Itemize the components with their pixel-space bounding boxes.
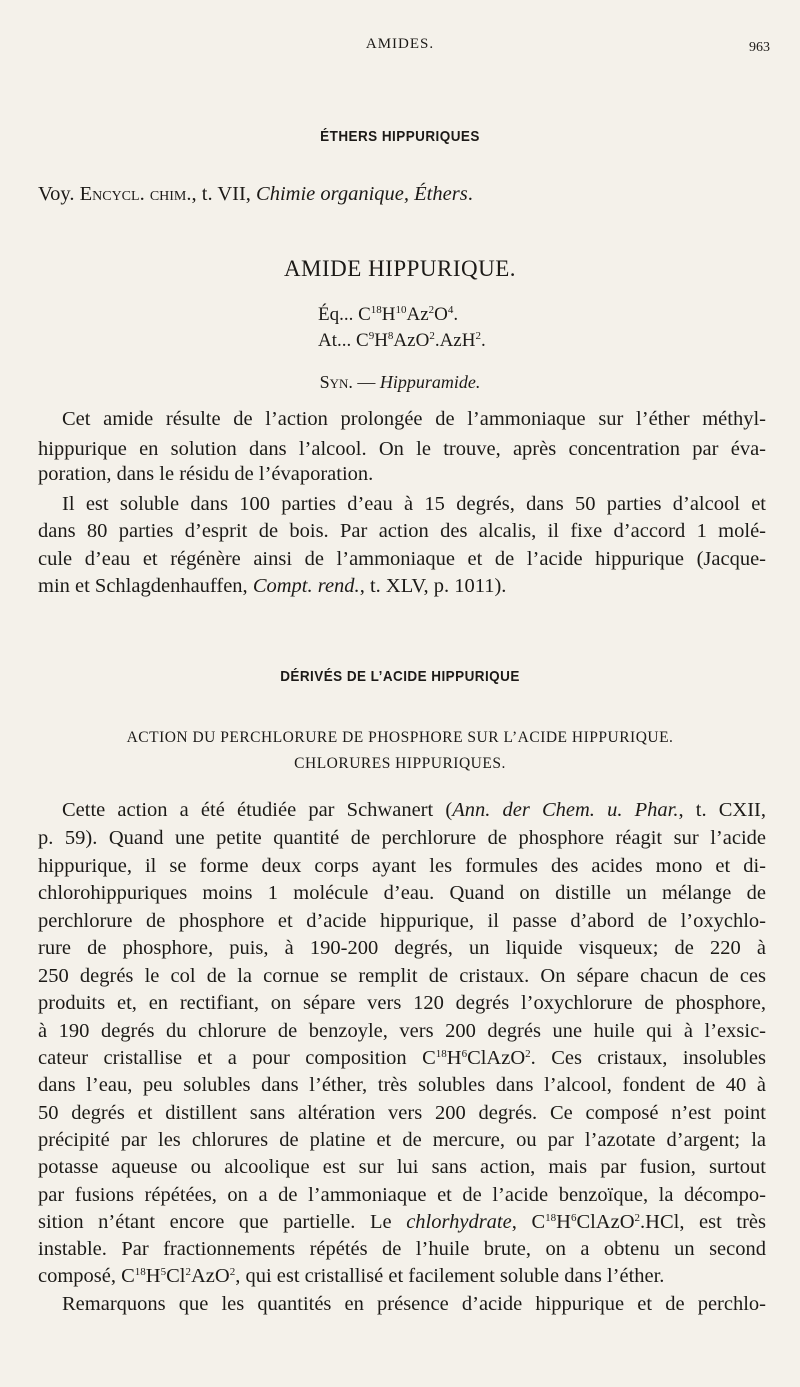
paragraph-3-line: instable. Par fractionnements répétés de l’huile brute, on a obtenu un second xyxy=(38,1238,766,1260)
paragraph-3-line: produits et, en rectifiant, on sépare vers 120 degrés l’oxychlorure de phosphore, xyxy=(38,992,766,1014)
page-number: 963 xyxy=(749,40,770,55)
paragraph-3-line: hippurique, il se forme deux corps ayant les formules des acides mono et di- xyxy=(38,855,766,877)
paragraph-2-line: cule d’eau et régénère ainsi de l’ammoniaque et de l’acide hippurique (Jacque- xyxy=(38,548,766,570)
paragraph-1-line: Cet amide résulte de l’action prolongée de l’ammoniaque sur l’éther méthyl- xyxy=(62,408,766,430)
paragraph-3-line: cateur cristallise et a pour composition $C^{18}H^6ClAzO^2$. Ces cristaux, insolubles xyxy=(38,1047,766,1069)
paragraph-3-line: 50 degrés et distillent sans altération vers 200 degrés. Ce composé n’est point xyxy=(38,1102,766,1124)
synonym-line: Syn. — Hippuramide. xyxy=(319,372,481,392)
paragraph-2-line: min et Schlagdenhauffen, Compt. rend., t. XLV, p. 1011). xyxy=(38,575,507,597)
paragraph-3-line: par fusions répétées, on a de l’ammoniaque et de l’acide benzoïque, la décompo- xyxy=(38,1184,766,1206)
paragraph-3-line: sition n’étant encore que partielle. Le chlorhydrate, $C^{18}H^6ClAzO^2.HCl$, est très xyxy=(38,1211,767,1233)
running-head xyxy=(0,36,800,60)
subheading-action: ACTION DU PERCHLORURE DE PHOSPHORE SUR L’ACIDE HIPPURIQUE. xyxy=(126,729,674,746)
section-heading-derives: DÉRIVÉS DE L’ACIDE HIPPURIQUE xyxy=(280,668,520,685)
paragraph-3-line: perchlorure de phosphore et d’acide hippurique, il passe d’abord de l’oxychlo- xyxy=(38,910,766,932)
subheading-chlorures: CHLORURES HIPPURIQUES. xyxy=(294,755,506,772)
paragraph-3-line: p. 59). Quand une petite quantité de perchlorure de phosphore réagit sur l’acide xyxy=(38,827,766,849)
section-title-amide: AMIDE HIPPURIQUE. xyxy=(283,256,517,281)
paragraph-3-line: à 190 degrés du chlorure de benzoyle, vers 200 degrés une huile qui à l’exsic- xyxy=(38,1020,766,1042)
paragraph-3-line: précipité par les chlorures de platine et de mercure, ou par l’azotate d’argent; la xyxy=(38,1129,766,1151)
paragraph-3-line: chlorohippuriques moins 1 molécule d’eau. Quand on distille un mélange de xyxy=(38,882,766,904)
paragraph-3-line: 250 degrés le col de la cornue se remplit de cristaux. On sépare chacun de ces xyxy=(38,965,766,987)
paragraph-3-line: Cette action a été étudiée par Schwanert (Ann. der Chem. u. Phar., t. CXII, xyxy=(62,799,767,821)
section-heading-ethers: ÉTHERS HIPPURIQUES xyxy=(320,128,480,145)
paragraph-3-line: rure de phosphore, puis, à 190-200 degrés, un liquide visqueux; de 220 à xyxy=(38,937,766,959)
paragraph-1-line: hippurique en solution dans l’alcool. On le trouve, après concentration par éva- xyxy=(38,438,766,460)
paragraph-2-line: dans 80 parties d’esprit de bois. Par action des alcalis, il fixe d’accord 1 molé- xyxy=(38,520,766,542)
formula-atomic: At... $C^9H^8AzO^2.AzH^2$. xyxy=(318,330,486,351)
paragraph-4-line: Remarquons que les quantités en présence d’acide hippurique et de perchlo- xyxy=(62,1293,766,1315)
running-head-title: AMIDES. xyxy=(365,36,435,52)
paragraph-3-line: potasse aqueuse ou alcoolique est sur lui sans action, mais par fusion, surtout xyxy=(38,1156,766,1178)
reference-line: Voy. Encycl. chim., t. VII, Chimie organique, Éthers. xyxy=(38,183,473,205)
formula-equivalent: Éq... $C^{18}H^{10}Az^2O^4$. xyxy=(318,304,459,325)
paragraph-3-line: dans l’eau, peu solubles dans l’éther, très solubles dans l’alcool, fondent de 40 à xyxy=(38,1074,766,1096)
paragraph-3-line: composé, $C^{18}H^5Cl^2AzO^2$, qui est cristallisé et facilement soluble dans l’éther. xyxy=(38,1265,665,1287)
paragraph-1-line: poration, dans le résidu de l’évaporation. xyxy=(38,463,374,485)
paragraph-2-line: Il est soluble dans 100 parties d’eau à 15 degrés, dans 50 parties d’alcool et xyxy=(62,493,766,515)
